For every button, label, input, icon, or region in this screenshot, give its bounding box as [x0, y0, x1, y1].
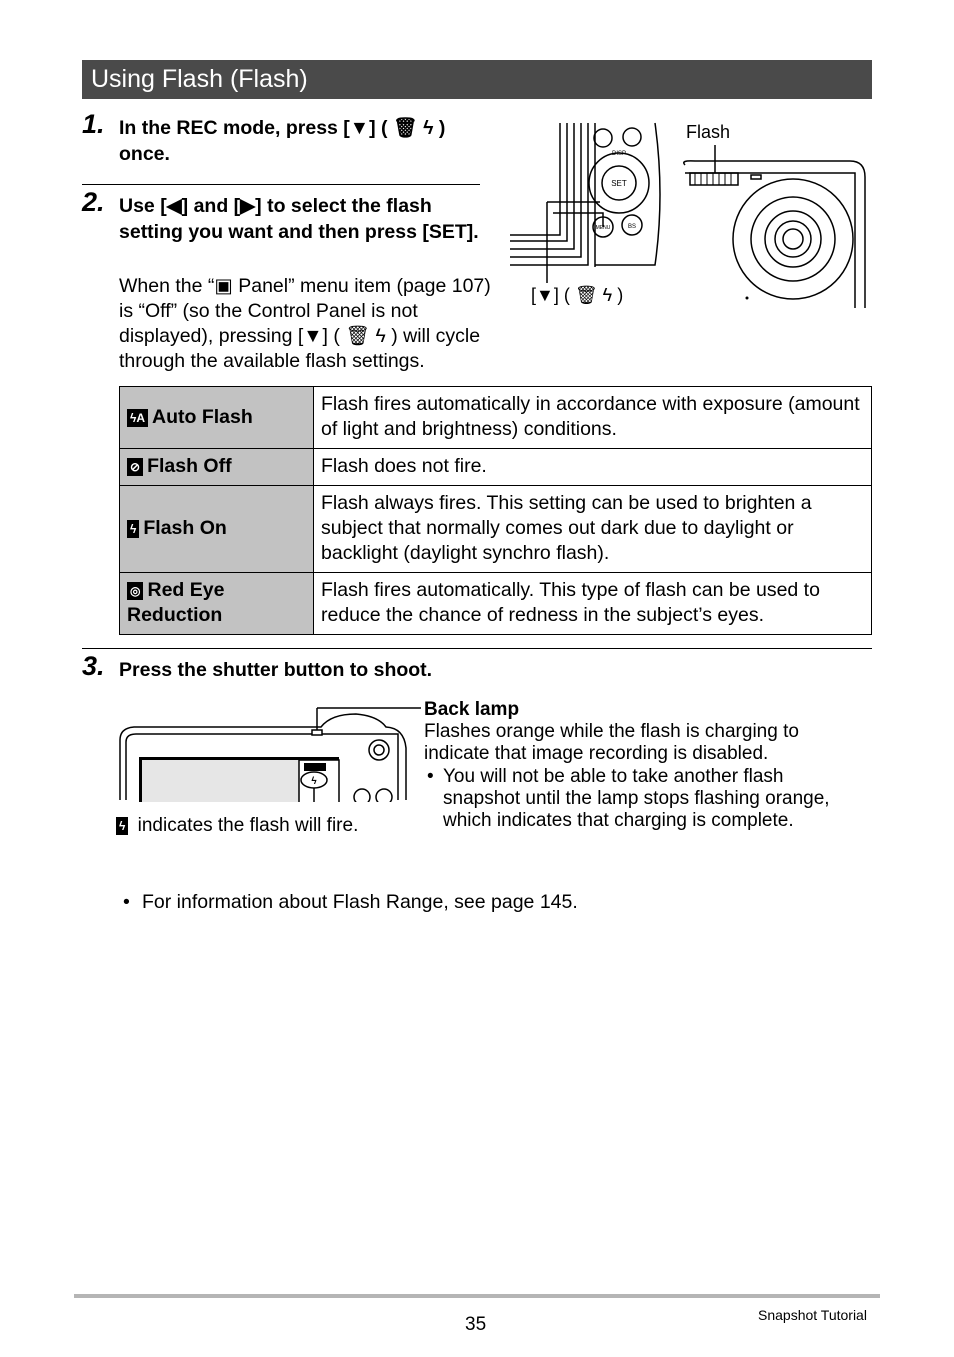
section-title: Using Flash (Flash) [91, 65, 308, 93]
step-1-number: 1. [82, 109, 105, 139]
setting-label: Flash Off [147, 455, 232, 477]
bullet-dot: • [123, 891, 130, 913]
flash-indicator-icon: ϟ [311, 776, 317, 787]
flash-callout-label: Flash [686, 122, 731, 142]
footer-divider [74, 1294, 880, 1298]
setting-label: Flash On [143, 517, 227, 539]
divider [82, 184, 480, 185]
disp-label: DISP [611, 151, 627, 157]
flash-on-icon: ϟ [116, 817, 128, 835]
table-row [120, 387, 872, 449]
auto-flash-icon: ϟA [127, 409, 148, 427]
flash-on-icon: ϟ [127, 520, 139, 538]
indicator-caption: indicates the flash will fire. [137, 815, 359, 836]
setting-description: Flash fires automatically in accordance with exposure (amount of light and brightness) conditions. [314, 387, 872, 449]
down-button-callout-label: [▼] ( 🗑 ϟ ) [531, 285, 624, 305]
setting-label-cell [120, 449, 314, 486]
info-bullet: For information about Flash Range, see page 145. [142, 891, 578, 913]
camera-back-diagram [116, 700, 426, 810]
section-banner [82, 60, 872, 99]
step-3-text: Press the shutter button to shoot. [119, 659, 433, 681]
setting-label-cell [120, 387, 314, 449]
setting-label: Auto Flash [152, 405, 253, 428]
table-row [120, 573, 872, 635]
setting-label-cell [120, 573, 314, 635]
setting-label-cell [120, 486, 314, 573]
back-lamp-bullet: You will not be able to take another flash snapshot until the lamp stops flashing orange, which indicates that charging is complete. [443, 766, 830, 831]
table-row [120, 486, 872, 573]
step-3-number: 3. [82, 651, 105, 681]
back-lamp-text: Flashes orange while the flash is charging to indicate that image recording is disabled. [424, 721, 799, 764]
step-2-note: When the “▣ Panel” menu item (page 107) is “Off” (so the Control Panel is not displayed), pressing [▼] ( 🗑 ϟ ) will cycle through the available flash settings. [119, 275, 491, 372]
setting-description: Flash always fires. This setting can be used to brighten a subject that normally comes out dark due to daylight or backlight (daylight synchro flash). [314, 486, 872, 573]
indicator-caption-block [116, 815, 476, 837]
bs-label: BS [627, 224, 637, 230]
setting-description: Flash does not fire. [314, 449, 872, 486]
divider [82, 648, 872, 649]
step-2-number: 2. [82, 187, 105, 217]
footer-section: Snapshot Tutorial [758, 1307, 867, 1323]
menu-label: MENU [595, 225, 611, 231]
table-row [120, 449, 872, 486]
set-button-label: SET [611, 179, 627, 188]
page-number: 35 [465, 1314, 487, 1335]
back-lamp-title: Back lamp [424, 699, 520, 720]
bullet-dot: • [427, 766, 434, 787]
step-2-text: Use [◀] and [▶] to select the flash setting you want and then press [SET]. [119, 195, 479, 243]
step-1-text: In the REC mode, press [▼] ( 🗑 ϟ ) once. [119, 117, 446, 165]
setting-description: Flash fires automatically. This type of flash can be used to reduce the chance of redness in the subject’s eyes. [314, 573, 872, 635]
setting-label: Red Eye Reduction [127, 579, 225, 626]
flash-off-icon: ⊘ [127, 458, 143, 476]
flash-settings-table [119, 386, 872, 635]
red-eye-icon: ◎ [127, 582, 143, 600]
